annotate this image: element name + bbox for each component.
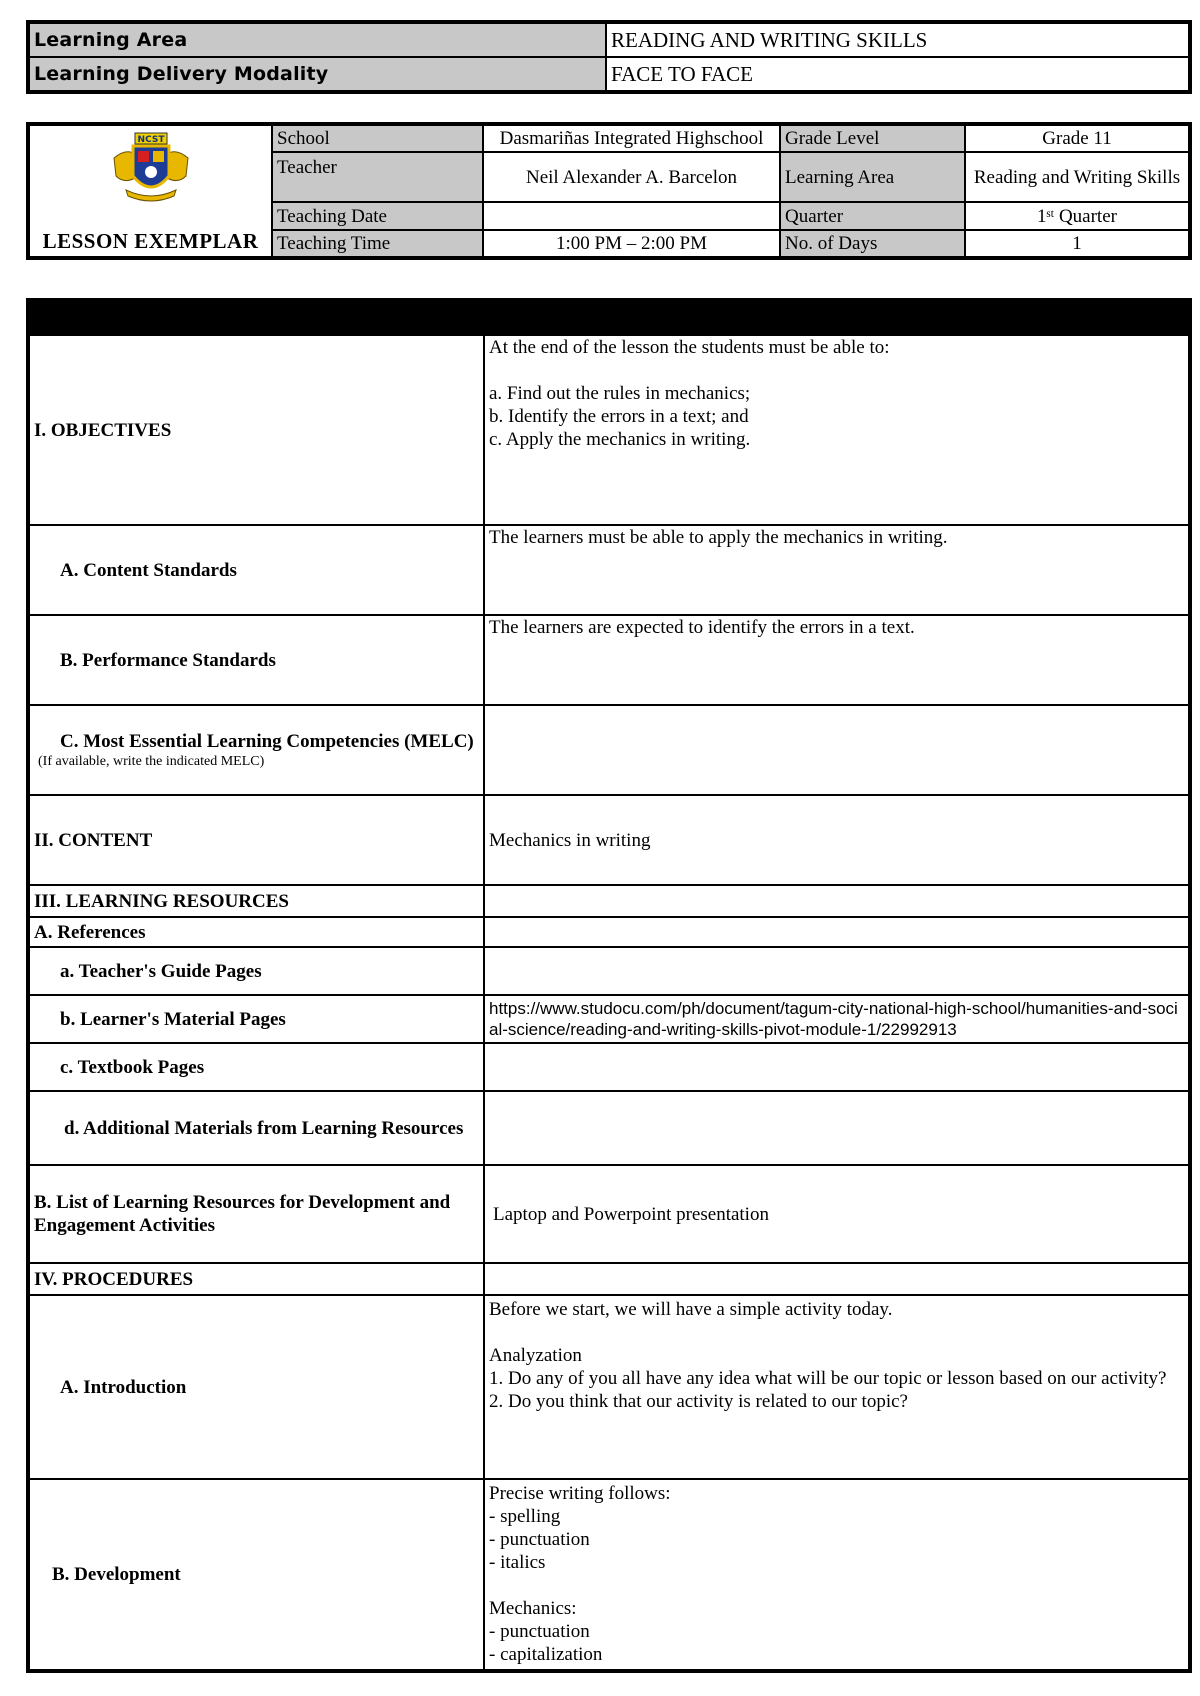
lesson-exemplar-title: LESSON EXEMPLAR — [42, 229, 259, 253]
area-value: Reading and Writing Skills — [965, 152, 1190, 202]
lesson-info-table — [26, 122, 1192, 260]
content-value: Mechanics in writing — [484, 795, 1190, 885]
teacher-label: Teacher — [272, 152, 483, 202]
header-table — [26, 20, 1192, 94]
modality-label: Learning Delivery Modality — [28, 57, 606, 92]
days-value: 1 — [965, 230, 1190, 258]
modality-value: FACE TO FACE — [606, 57, 1190, 92]
development-value: Precise writing follows: - spelling - punctuation - italics Mechanics: - punctuation - capitalization — [484, 1479, 1190, 1671]
content-label: II. CONTENT — [28, 795, 484, 885]
additional-materials-label: d. Additional Materials from Learning Resources — [28, 1091, 484, 1165]
procedures-label: IV. PROCEDURES — [28, 1263, 484, 1295]
section-header-bar — [28, 300, 1190, 335]
school-seal-icon — [108, 132, 194, 204]
grade-level-value: Grade 11 — [965, 124, 1190, 152]
learning-resources-value — [484, 885, 1190, 917]
melc-title: C. Most Essential Learning Competencies (MELC) — [60, 730, 474, 752]
quarter-label: Quarter — [780, 202, 965, 230]
introduction-value: Before we start, we will have a simple activity today. Analyzation 1. Do any of you all have any idea what will be our topic or lesson based on our activity? 2. Do you think that our activity is related to our topic? — [484, 1295, 1190, 1479]
teaching-date-label: Teaching Date — [272, 202, 483, 230]
learners-material-label: b. Learner's Material Pages — [28, 995, 484, 1043]
lesson-plan-table — [26, 298, 1192, 1673]
references-label: A. References — [28, 917, 484, 947]
learning-area-label: Learning Area — [28, 22, 606, 57]
content-standards-label: A. Content Standards — [28, 525, 484, 615]
school-value: Dasmariñas Integrated Highschool — [483, 124, 780, 152]
textbook-pages-label: c. Textbook Pages — [28, 1043, 484, 1091]
area-label: Learning Area — [780, 152, 965, 202]
melc-label — [28, 705, 484, 795]
teaching-time-value: 1:00 PM – 2:00 PM — [483, 230, 780, 258]
performance-standards-value: The learners are expected to identify the errors in a text. — [484, 615, 1190, 705]
resources-list-label: B. List of Learning Resources for Development and Engagement Activities — [28, 1165, 484, 1263]
teaching-time-label: Teaching Time — [272, 230, 483, 258]
learners-material-link[interactable]: https://www.studocu.com/ph/document/tagum-city-national-high-school/humanities-and-social-science/reading-and-writing-skills-pivot-module-1/22992913 — [484, 995, 1190, 1043]
objectives-value: At the end of the lesson the students must be able to: a. Find out the rules in mechanics; b. Identify the errors in a text; and c. Apply the mechanics in writing. — [484, 335, 1190, 525]
school-label: School — [272, 124, 483, 152]
introduction-label: A. Introduction — [28, 1295, 484, 1479]
teaching-date-value — [483, 202, 780, 230]
teachers-guide-value — [484, 947, 1190, 995]
procedures-value — [484, 1263, 1190, 1295]
content-standards-value: The learners must be able to apply the mechanics in writing. — [484, 525, 1190, 615]
additional-materials-value — [484, 1091, 1190, 1165]
days-label: No. of Days — [780, 230, 965, 258]
melc-value — [484, 705, 1190, 795]
teacher-value: Neil Alexander A. Barcelon — [483, 152, 780, 202]
references-value — [484, 917, 1190, 947]
grade-level-label: Grade Level — [780, 124, 965, 152]
textbook-pages-value — [484, 1043, 1190, 1091]
logo-cell — [28, 124, 272, 258]
melc-note: (If available, write the indicated MELC) — [38, 753, 265, 769]
objectives-label: I. OBJECTIVES — [28, 335, 484, 525]
resources-list-value: Laptop and Powerpoint presentation — [484, 1165, 1190, 1263]
svg-text:NCST: NCST — [137, 135, 164, 145]
learning-area-value: READING AND WRITING SKILLS — [606, 22, 1190, 57]
learning-resources-label: III. LEARNING RESOURCES — [28, 885, 484, 917]
quarter-value: 1ˢᵗ Quarter — [965, 202, 1190, 230]
performance-standards-label: B. Performance Standards — [28, 615, 484, 705]
development-label: B. Development — [28, 1479, 484, 1671]
teachers-guide-label: a. Teacher's Guide Pages — [28, 947, 484, 995]
